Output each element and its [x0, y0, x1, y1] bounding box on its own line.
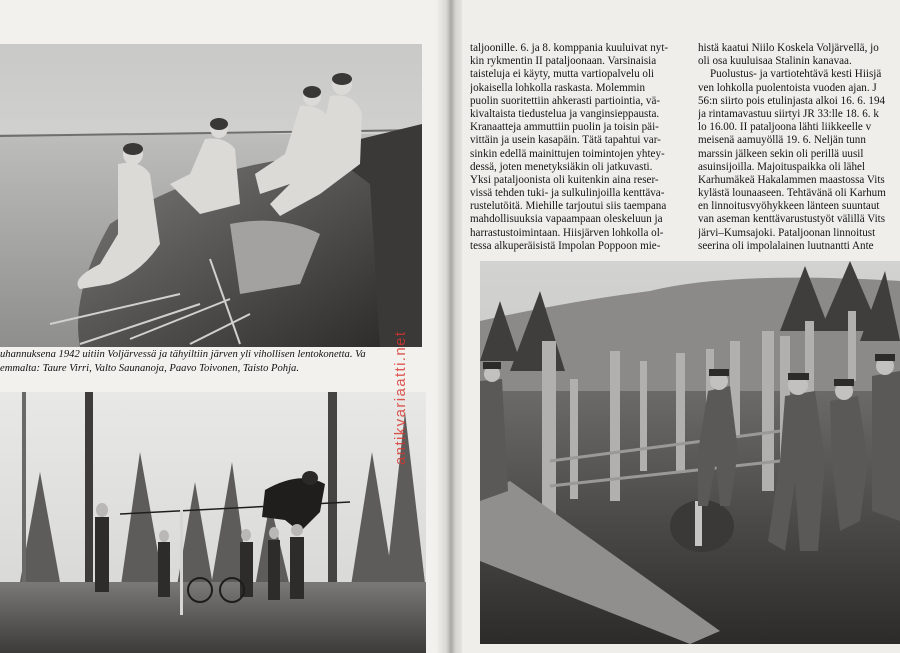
text-line: kin rykmentin II pataljoonaan. Varsinaisia	[470, 55, 657, 68]
text-line: lo 16.00. II pataljoona lähti liikkeelle v	[698, 121, 872, 134]
photo-bathers-on-rock	[0, 44, 422, 347]
text-line: jokaisella lohkolla raskasta. Molemmin	[470, 81, 645, 94]
text-line: rustelutöitä. Miehille tarjoutui siis taempana	[470, 200, 667, 213]
caption-line-2: emmalta: Taure Virri, Valto Saunanoja, Paavo Toivonen, Taisto Pohja.	[0, 363, 299, 374]
photo-soldiers-fortification	[480, 261, 900, 644]
text-line: taisteluja ei käyty, mutta vartiopalvelu oli	[470, 68, 655, 81]
text-line: seerina oli impolalainen luutnantti Ante	[698, 239, 874, 252]
text-line: puolin suoritettiin ahkerasti partiointia, vä-	[470, 94, 661, 107]
text-line: marssin jälkeen sekin oli perillä uusil	[698, 147, 864, 160]
text-line: tessa alkuperäisistä Impolan Poppoon mie-	[470, 239, 661, 252]
caption-line-1: uhannuksena 1942 uitiin Voljärvessä ja tähyiltiin järven yli vihollisen lentokonetta. Va	[0, 349, 366, 360]
text-line: van aseman kenttävarustustyöt välillä Vits	[698, 213, 886, 226]
antikvariaatti-watermark-logo	[384, 250, 424, 480]
text-line: Puolustus- ja vartiotehtävä kesti Hiisjä	[710, 68, 882, 81]
text-line: taljoonille. 6. ja 8. komppania kuuluivat nyt-	[470, 42, 669, 54]
text-column-1	[470, 42, 690, 253]
watermark-text: antikvariaatti.net	[392, 330, 409, 465]
text-line: ven lohkolla puolentoista vuoden ajan. J	[698, 81, 877, 94]
text-line: Kranaatteja ammuttiin puolin ja toisin päi-	[470, 121, 659, 134]
text-line: en linnoitusvyöhykkeen länteen suuntaut	[698, 200, 880, 213]
text-line: oli osa kuuluisaa Stalinin kanavaa.	[698, 55, 852, 68]
text-line: kivaltaista tiedustelua ja vanginsieppausta.	[470, 107, 660, 120]
text-line: meisenä aamuyöllä 19. 6. Neljän tunn	[698, 134, 866, 147]
text-line: Karhumäkeä Hakalammen maastossa Vits	[698, 173, 885, 186]
text-line: harrastustoimintaan. Hiisjärven lohkolla ol-	[470, 226, 664, 239]
text-line: 56:n siirto pois etulinjasta alkoi 16. 6. 194	[698, 94, 886, 107]
text-line: ja rintamavastuu siirtyi JR 33:lle 18. 6. k	[698, 107, 879, 120]
photo-caption	[0, 348, 430, 376]
text-line: mahdollisuuksia vapaampaan oleskeluun ja	[470, 213, 663, 226]
text-line: Yksi pataljoonista oli kuitenkin aina reser-	[470, 173, 659, 186]
text-line: vittäin ja usein kasapäin. Tätä tapahtui var-	[470, 134, 661, 147]
text-line: histä kaatui Niilo Koskela Voljärvellä, jo	[698, 42, 879, 54]
text-line: dessä, joten menetyksiäkin oli jatkuvasti.	[470, 160, 653, 173]
text-line: sinkin edellä mainittujen toimintojen yhtey-	[470, 147, 665, 160]
right-page	[462, 0, 900, 653]
photo-high-jump-forest	[0, 392, 426, 653]
text-line: kylästä lounaaseen. Tehtävänä oli Karhum	[698, 187, 886, 200]
text-line: vissä tehden tuki- ja sulkulinjoilla kenttäva-	[470, 187, 665, 200]
text-column-2	[698, 42, 900, 253]
text-line: asuinsijoilla. Majoituspaikka oli lähel	[698, 160, 865, 173]
text-line: järvi–Kumsajoki. Pataljoonan linnoitust	[698, 226, 876, 239]
